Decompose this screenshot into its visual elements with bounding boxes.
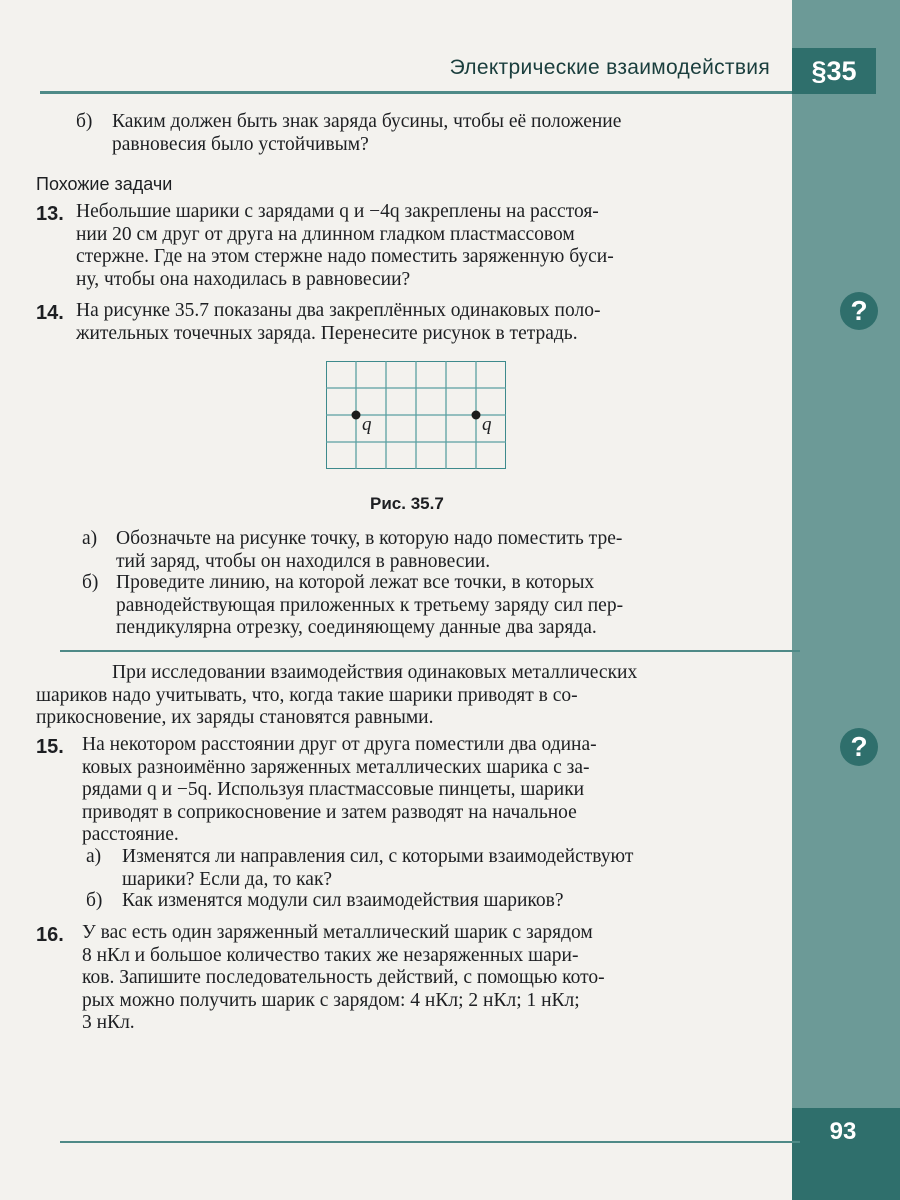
text-line: нии 20 см друг от друга на длинном гладком пластмассовом (76, 223, 575, 245)
text-line: 8 нКл и большое количество таких же незаряженных шари- (82, 944, 579, 966)
question-icon: ? (840, 292, 878, 330)
header-divider (40, 91, 792, 94)
item-marker: а) (82, 528, 98, 549)
text-line: прикосновение, их заряды становятся равными. (36, 707, 434, 728)
item-marker: б) (76, 111, 93, 132)
figure-grid (326, 361, 506, 469)
task-part-b (112, 111, 794, 156)
task-14b-text (116, 572, 794, 640)
task-number: 16. (36, 924, 64, 946)
text-line: ну, чтобы она находилась в равновесии? (76, 268, 411, 290)
task-13-text (76, 201, 794, 291)
item-marker: б) (82, 572, 99, 593)
text-line: шариков надо учитывать, что, когда такие шарики приводят в со- (36, 684, 578, 706)
charge-label: q (482, 414, 492, 435)
text-line: Изменятся ли направления сил, с которыми взаимодействуют (122, 846, 634, 867)
task-15b-text (122, 890, 794, 913)
section-badge: §35 (792, 48, 876, 94)
chapter-title: Электрические взаимодействия (449, 56, 770, 79)
text-line: тий заряд, чтобы он находился в равновесии. (116, 550, 491, 572)
task-15-text (82, 734, 794, 847)
text-line: пендикулярна отрезку, соединяющему данные два заряда. (116, 617, 597, 638)
grid-svg (326, 361, 506, 469)
text-line: равнодействующая приложенных к третьему заряду сил пер- (116, 594, 624, 616)
charge-label: q (362, 414, 372, 435)
text-line: На некотором расстоянии друг от друга поместили два одина- (82, 734, 597, 755)
task-number: 14. (36, 302, 64, 324)
section-divider (60, 650, 800, 652)
text-line: Каким должен быть знак заряда бусины, чтобы её положение (112, 111, 622, 132)
task-number: 13. (36, 203, 64, 225)
text-line: 3 нКл. (82, 1012, 135, 1033)
task-15a-text (122, 846, 794, 891)
item-marker: а) (86, 846, 102, 867)
text-line: рядами q и −5q. Используя пластмассовые пинцеты, шарики (82, 779, 585, 800)
text-line: равновесия было устойчивым? (112, 133, 369, 155)
text-line: рых можно получить шарик с зарядом: 4 нКл; 2 нКл; 1 нКл; (82, 989, 580, 1011)
text-line: У вас есть один заряженный металлический шарик с зарядом (82, 922, 593, 943)
charge-point (472, 411, 481, 420)
note-text (36, 662, 794, 730)
text-line: расстояние. (82, 824, 179, 845)
item-marker: б) (86, 890, 103, 911)
page-side-stripe (792, 0, 900, 1200)
task-14-text (76, 300, 794, 345)
text-line: Обозначьте на рисунке точку, в которую надо поместить тре- (116, 528, 623, 549)
figure-caption: Рис. 35.7 (370, 494, 444, 513)
question-icon: ? (840, 728, 878, 766)
text-line: стержне. Где на этом стержне надо поместить заряженную буси- (76, 246, 614, 267)
page-number: 93 (829, 1118, 857, 1145)
text-line: приводят в соприкосновение и затем разводят на начальное (82, 801, 577, 823)
text-line: ков. Запишите последовательность действий, с помощью кото- (82, 967, 605, 988)
charge-point (352, 411, 361, 420)
section-heading: Похожие задачи (36, 174, 173, 194)
text-line: ковых разноимённо заряженных металлических шарика с за- (82, 756, 590, 778)
task-14a-text (116, 528, 794, 573)
text-line: На рисунке 35.7 показаны два закреплённых одинаковых поло- (76, 300, 601, 321)
text-line: Как изменятся модули сил взаимодействия шариков? (122, 890, 564, 911)
task-16-text (82, 922, 794, 1035)
text-line: Небольшие шарики с зарядами q и −4q закреплены на расстоя- (76, 201, 599, 222)
task-number: 15. (36, 736, 64, 758)
text-line: жительных точечных заряда. Перенесите рисунок в тетрадь. (76, 322, 578, 344)
text-line: Проведите линию, на которой лежат все точки, в которых (116, 572, 595, 593)
text-line: При исследовании взаимодействия одинаковых металлических (112, 662, 638, 683)
footer-divider (60, 1141, 800, 1143)
text-line: шарики? Если да, то как? (122, 868, 333, 890)
